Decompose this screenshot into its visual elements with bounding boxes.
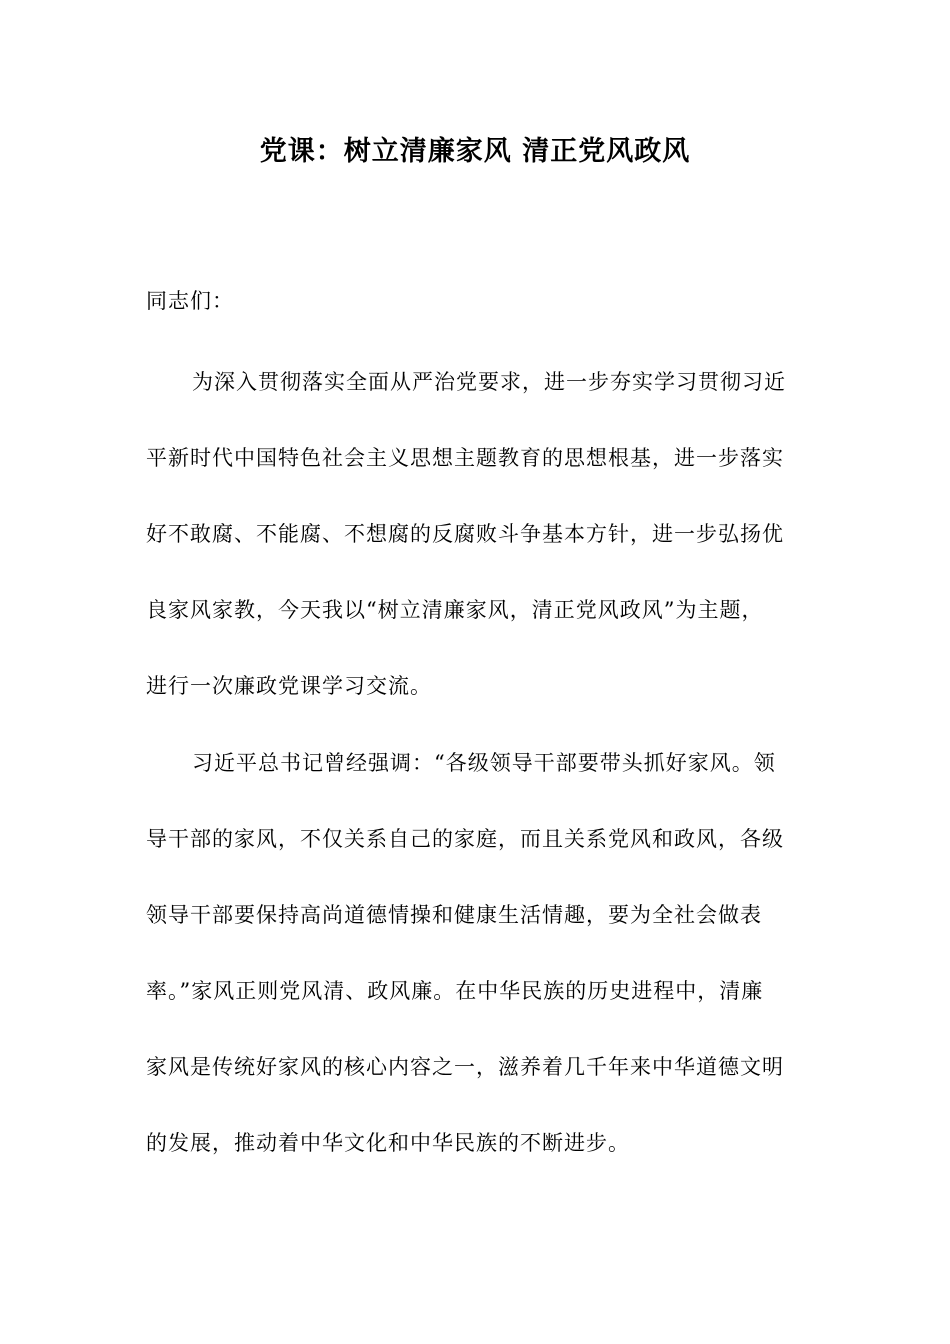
paragraph-line: 领导干部要保持高尚道德情操和健康生活情趣，要为全社会做表 xyxy=(146,903,762,927)
paragraph-2 xyxy=(146,745,794,1201)
paragraph-line: 的发展，推动着中华文化和中华民族的不断进步。 xyxy=(146,1131,630,1155)
paragraph-line: 平新时代中国特色社会主义思想主题教育的思想根基，进一步落实 xyxy=(146,446,784,470)
paragraph-line: 率。”家风正则党风清、政风廉。在中华民族的历史进程中，清廉 xyxy=(146,979,764,1003)
paragraph-1 xyxy=(146,364,794,744)
paragraph-line: 良家风家教，今天我以“树立清廉家风，清正党风政风”为主题， xyxy=(146,598,764,622)
paragraph-line: 家风是传统好家风的核心内容之一，滋养着几千年来中华道德文明 xyxy=(146,1055,784,1079)
paragraph-line: 进行一次廉政党课学习交流。 xyxy=(146,674,432,698)
salutation: 同志们： xyxy=(146,289,234,313)
paragraph-line: 导干部的家风，不仅关系自己的家庭，而且关系党风和政风，各级 xyxy=(146,827,784,851)
paragraph-line: 习近平总书记曾经强调：“各级领导干部要带头抓好家风。领 xyxy=(192,751,776,775)
document-title: 党课：树立清廉家风 清正党风政风 xyxy=(259,136,691,167)
paragraph-line: 好不敢腐、不能腐、不想腐的反腐败斗争基本方针，进一步弘扬优 xyxy=(146,522,784,546)
paragraph-line: 为深入贯彻落实全面从严治党要求，进一步夯实学习贯彻习近 xyxy=(192,370,786,394)
